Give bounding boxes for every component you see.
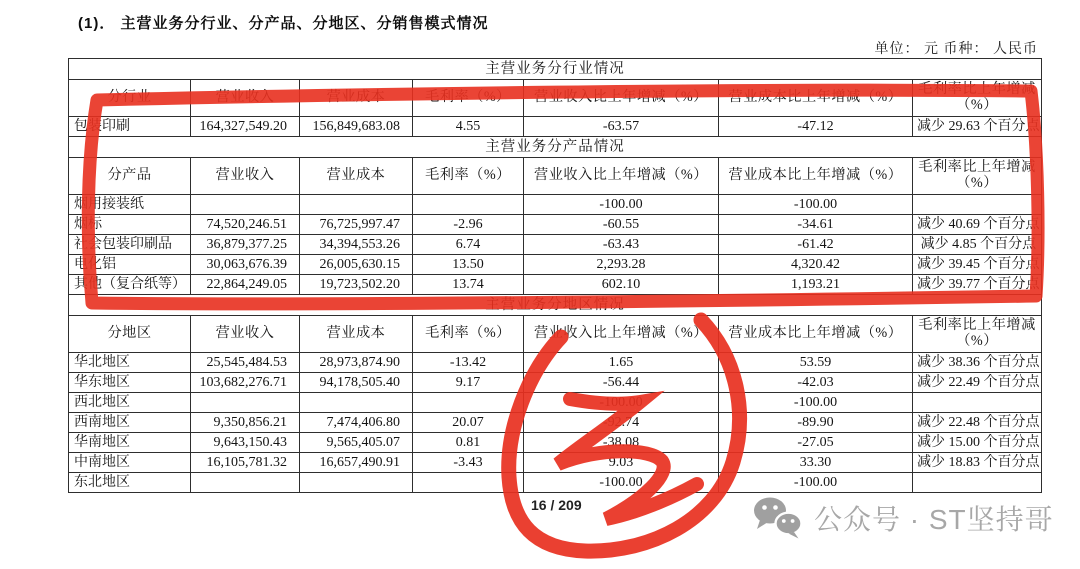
table-cell: 减少 39.45 个百分点 (913, 255, 1042, 275)
table-cell: -60.55 (524, 215, 719, 235)
table-cell: 减少 22.49 个百分点 (913, 373, 1042, 393)
table-cell (191, 393, 300, 413)
column-header: 营业收入比上年增减（%） (524, 158, 719, 195)
table-cell (413, 195, 524, 215)
table-cell: 16,105,781.32 (191, 453, 300, 473)
column-header: 毛利率（%） (413, 316, 524, 353)
table-cell: -63.43 (524, 235, 719, 255)
table-cell: 1.65 (524, 353, 719, 373)
table-cell (191, 473, 300, 493)
table-cell: 6.74 (413, 235, 524, 255)
table-cell: 9,643,150.43 (191, 433, 300, 453)
table-cell: -47.12 (719, 117, 913, 137)
table-cell: 9.03 (524, 453, 719, 473)
table-row (69, 373, 1042, 393)
table-row (69, 195, 1042, 215)
column-header: 营业成本 (300, 80, 413, 117)
table-cell: 东北地区 (69, 473, 191, 493)
column-header: 营业成本 (300, 316, 413, 353)
table-cell: -13.42 (413, 353, 524, 373)
table-section-title-2 (69, 295, 1042, 316)
table-cell: 华南地区 (69, 433, 191, 453)
column-header: 营业成本比上年增减（%） (719, 80, 913, 117)
table-header-row (69, 316, 1042, 353)
table-cell: -34.61 (719, 215, 913, 235)
table-cell: 164,327,549.20 (191, 117, 300, 137)
table-cell: -63.57 (524, 117, 719, 137)
column-header: 营业成本比上年增减（%） (719, 158, 913, 195)
table-cell: 2,293.28 (524, 255, 719, 275)
section-title-text: 主营业务分产品情况 (69, 137, 1042, 158)
table-cell: 减少 39.77 个百分点 (913, 275, 1042, 295)
table-cell: 28,973,874.90 (300, 353, 413, 373)
table-cell: -2.96 (413, 215, 524, 235)
table-cell (413, 393, 524, 413)
table-cell: 13.74 (413, 275, 524, 295)
section-title-text: 主营业务分地区情况 (69, 295, 1042, 316)
column-header: 毛利率比上年增减（%） (913, 316, 1042, 353)
table-cell: 36,879,377.25 (191, 235, 300, 255)
table-cell: 烟标 (69, 215, 191, 235)
column-header: 分地区 (69, 316, 191, 353)
page-title: (1)． 主营业务分行业、分产品、分地区、分销售模式情况 (78, 15, 489, 32)
table-row (69, 275, 1042, 295)
table-cell: -100.00 (524, 393, 719, 413)
table-cell: 13.50 (413, 255, 524, 275)
table-section-title-1 (69, 137, 1042, 158)
table-cell: -92.74 (524, 413, 719, 433)
table-row (69, 453, 1042, 473)
table-cell: 减少 38.36 个百分点 (913, 353, 1042, 373)
table-row (69, 255, 1042, 275)
table-cell: 西北地区 (69, 393, 191, 413)
table-row (69, 393, 1042, 413)
table-cell: 9,565,405.07 (300, 433, 413, 453)
column-header: 营业收入比上年增减（%） (524, 316, 719, 353)
table-cell: 减少 18.83 个百分点 (913, 453, 1042, 473)
table-cell: 94,178,505.40 (300, 373, 413, 393)
table-cell: 34,394,553.26 (300, 235, 413, 255)
table-cell: 减少 29.63 个百分点 (913, 117, 1042, 137)
table-cell: 7,474,406.80 (300, 413, 413, 433)
table-cell: 103,682,276.71 (191, 373, 300, 393)
column-header: 营业收入 (191, 316, 300, 353)
table-cell: 华北地区 (69, 353, 191, 373)
table-cell: -38.08 (524, 433, 719, 453)
column-header: 毛利率（%） (413, 158, 524, 195)
table-cell: 烟用接装纸 (69, 195, 191, 215)
table-cell: 电化铝 (69, 255, 191, 275)
table-cell: 33.30 (719, 453, 913, 473)
table-cell: 0.81 (413, 433, 524, 453)
table-cell: 156,849,683.08 (300, 117, 413, 137)
table-cell: 30,063,676.39 (191, 255, 300, 275)
table-cell: -56.44 (524, 373, 719, 393)
watermark (752, 497, 1054, 539)
table-cell: 1,193.21 (719, 275, 913, 295)
table-cell: -100.00 (524, 195, 719, 215)
table-cell: 26,005,630.15 (300, 255, 413, 275)
column-header: 营业收入 (191, 158, 300, 195)
table-row (69, 117, 1042, 137)
table-row (69, 413, 1042, 433)
unit-currency-note: 单位： 元 币种： 人民币 (874, 42, 1038, 57)
table-cell: 9.17 (413, 373, 524, 393)
table-cell: -100.00 (719, 393, 913, 413)
table-row (69, 473, 1042, 493)
wechat-icon (752, 497, 804, 539)
column-header: 毛利率（%） (413, 80, 524, 117)
table-cell: -27.05 (719, 433, 913, 453)
table-cell: 53.59 (719, 353, 913, 373)
column-header: 分产品 (69, 158, 191, 195)
table-cell: 包装印刷 (69, 117, 191, 137)
table-cell: 74,520,246.51 (191, 215, 300, 235)
table-cell: -42.03 (719, 373, 913, 393)
table-cell: -100.00 (719, 473, 913, 493)
table-cell: 22,864,249.05 (191, 275, 300, 295)
table-header-row (69, 80, 1042, 117)
table-cell: 中南地区 (69, 453, 191, 473)
table-cell: 4.55 (413, 117, 524, 137)
table-cell: 减少 40.69 个百分点 (913, 215, 1042, 235)
table-cell (300, 195, 413, 215)
column-header: 毛利率比上年增减（%） (913, 158, 1042, 195)
table-cell: 76,725,997.47 (300, 215, 413, 235)
column-header: 营业成本比上年增减（%） (719, 316, 913, 353)
table-cell: 减少 22.48 个百分点 (913, 413, 1042, 433)
table-cell: -100.00 (524, 473, 719, 493)
table-cell: 25,545,484.53 (191, 353, 300, 373)
business-tables (68, 58, 1042, 493)
table-cell: -89.90 (719, 413, 913, 433)
table-cell: -3.43 (413, 453, 524, 473)
page-number: 16 / 209 (531, 497, 582, 513)
table-header-row (69, 158, 1042, 195)
business-tables-body (69, 59, 1042, 493)
column-header: 分行业 (69, 80, 191, 117)
column-header: 营业收入比上年增减（%） (524, 80, 719, 117)
table-cell: 19,723,502.20 (300, 275, 413, 295)
table-cell: 16,657,490.91 (300, 453, 413, 473)
table-cell: 华东地区 (69, 373, 191, 393)
table-cell (413, 473, 524, 493)
table-cell (300, 473, 413, 493)
watermark-label: 公众号 · ST坚持哥 (814, 504, 1054, 535)
table-row (69, 433, 1042, 453)
table-row (69, 215, 1042, 235)
table-cell: 其他（复合纸等） (69, 275, 191, 295)
table-cell (191, 195, 300, 215)
table-cell: 社会包装印刷品 (69, 235, 191, 255)
section-title-text: 主营业务分行业情况 (69, 59, 1042, 80)
table-cell (913, 473, 1042, 493)
table-section-title-0 (69, 59, 1042, 80)
table-cell: 602.10 (524, 275, 719, 295)
table-cell: 9,350,856.21 (191, 413, 300, 433)
table-cell (300, 393, 413, 413)
table-cell: 减少 4.85 个百分点 (913, 235, 1042, 255)
table-cell: 西南地区 (69, 413, 191, 433)
table-cell: 减少 15.00 个百分点 (913, 433, 1042, 453)
table-row (69, 235, 1042, 255)
table-cell (913, 393, 1042, 413)
table-cell: 4,320.42 (719, 255, 913, 275)
table-cell: -100.00 (719, 195, 913, 215)
column-header: 营业收入 (191, 80, 300, 117)
column-header: 毛利率比上年增减（%） (913, 80, 1042, 117)
table-cell (913, 195, 1042, 215)
table-cell: 20.07 (413, 413, 524, 433)
table-cell: -61.42 (719, 235, 913, 255)
table-row (69, 353, 1042, 373)
column-header: 营业成本 (300, 158, 413, 195)
